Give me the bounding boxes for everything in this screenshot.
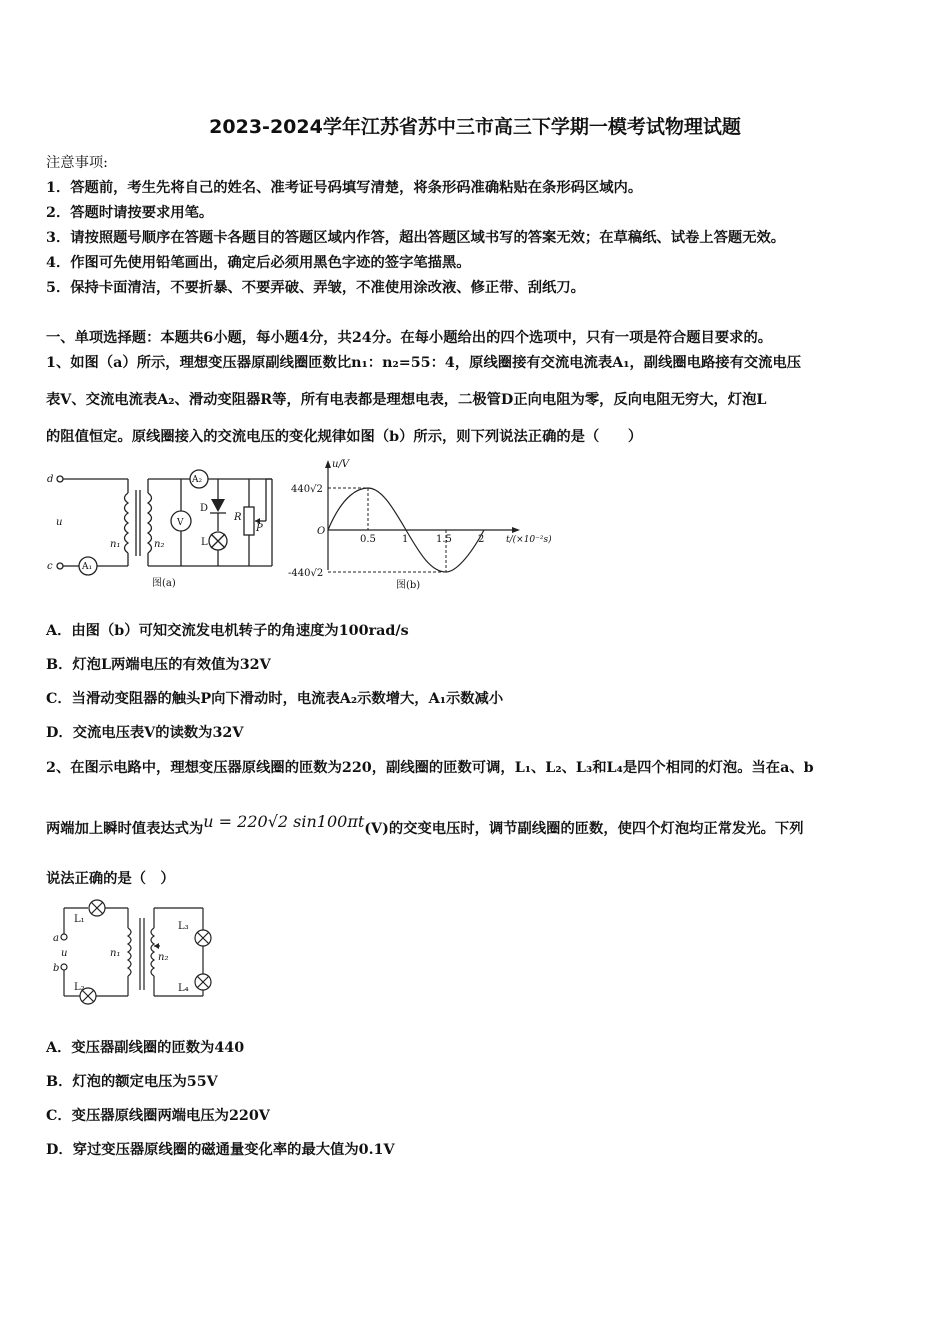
question-2-text: 2、在图示电路中，理想变压器原线圈的匝数为220，副线圈的匝数可调，L₁、L₂、L₃和L₄是四个相同的灯泡。当在a、b (46, 760, 814, 776)
q2-option-b: B．灯泡的额定电压为55V (46, 1074, 218, 1090)
ammeter-a1-label: A₁ (82, 562, 93, 572)
notice-item: 3．请按照题号顺序在答题卡各题目的答题区域内作答，超出答题区域书写的答案无效；在草稿纸、试卷上答题无效。 (46, 230, 786, 246)
q1-option-a: A．由图（b）可知交流发电机转子的角速度为100rad/s (46, 623, 409, 639)
q2-option-d: D．穿过变压器原线圈的磁通量变化率的最大值为0.1V (46, 1142, 395, 1158)
q1-option-d: D．交流电压表V的读数为32V (46, 725, 244, 741)
terminal-b-label: b (53, 963, 60, 974)
terminal-c-label: c (47, 561, 53, 572)
q1-option-b: B．灯泡L两端电压的有效值为32V (46, 657, 271, 673)
origin-label: O (317, 526, 326, 537)
notice-item: 2．答题时请按要求用笔。 (46, 205, 214, 221)
n1-label: n₁ (110, 539, 121, 550)
q2-option-a: A．变压器副线圈的匝数为440 (46, 1040, 245, 1056)
terminal-a-label: a (53, 933, 59, 944)
diode-d-label: D (200, 503, 209, 514)
figure-b-waveform (288, 458, 558, 593)
n2-label: n₂ (154, 539, 165, 550)
slider-p-label: P (256, 523, 263, 534)
y-max-label: 440√2 (291, 484, 323, 495)
n2-label: n₂ (158, 952, 169, 963)
notice-item: 5．保持卡面清洁，不要折暴、不要弄破、弄皱，不准使用涂改液、修正带、刮纸刀。 (46, 280, 585, 296)
question-2-text: 说法正确的是（ ） (46, 871, 175, 887)
question-2-text (46, 812, 804, 838)
voltage-u-label: u (56, 517, 63, 528)
section-heading: 一、单项选择题：本题共6小题，每小题4分，共24分。在每小题给出的四个选项中，只有一项是符合题目要求的。 (46, 330, 773, 346)
terminal-d-label: d (47, 474, 54, 485)
question-2-text-pre: 两端加上瞬时值表达式为 (46, 821, 204, 837)
lamp-l4-label: L₄ (178, 983, 189, 994)
figure-b-caption: 图(b) (396, 580, 421, 591)
q2-option-c: C．变压器原线圈两端电压为220V (46, 1108, 270, 1124)
figure-a-caption: 图(a) (152, 578, 176, 589)
n1-label: n₁ (110, 948, 121, 959)
lamp-l1-label: L₁ (74, 914, 85, 925)
page-title: 2023-2024学年江苏省苏中三市高三下学期一模考试物理试题 (209, 116, 741, 138)
x-tick: 2 (478, 534, 485, 545)
y-axis-label: u/V (332, 459, 350, 470)
notice-heading: 注意事项: (46, 155, 109, 171)
voltage-formula: u = 220√2 sin100πt (203, 812, 365, 831)
voltmeter-v-label: V (177, 518, 184, 528)
ammeter-a2-label: A₂ (192, 475, 203, 485)
figure-a-circuit (44, 465, 284, 590)
lamp-l3-label: L₃ (178, 921, 189, 932)
question-1-text: 1、如图（a）所示，理想变压器原副线圈匝数比n₁：n₂=55：4，原线圈接有交流电流表A₁，副线圈电路接有交流电压 (46, 355, 802, 371)
resistor-r-label: R (234, 512, 242, 523)
x-axis-label: t/(×10⁻²s) (506, 535, 552, 545)
figure-q2-circuit (50, 898, 225, 1006)
notice-item: 1．答题前，考生先将自己的姓名、准考证号码填写清楚，将条形码准确粘贴在条形码区域内。 (46, 180, 643, 196)
question-1-text: 表V、交流电流表A₂、滑动变阻器R等，所有电表都是理想电表，二极管D正向电阻为零，反向电阻无穷大，灯泡L (46, 392, 767, 408)
lamp-l2-label: L₂ (74, 982, 85, 993)
x-tick: 1.5 (436, 534, 452, 545)
x-tick: 1 (402, 534, 409, 545)
lamp-l-label: L (201, 537, 208, 548)
voltage-u-label: u (61, 948, 68, 959)
x-tick: 0.5 (360, 534, 376, 545)
notice-item: 4．作图可先使用铅笔画出，确定后必须用黑色字迹的签字笔描黑。 (46, 255, 471, 271)
q1-option-c: C．当滑动变阻器的触头P向下滑动时，电流表A₂示数增大，A₁示数减小 (46, 691, 504, 707)
question-1-text: 的阻值恒定。原线圈接入的交流电压的变化规律如图（b）所示，则下列说法正确的是（ ） (46, 429, 643, 445)
y-min-label: -440√2 (288, 568, 324, 579)
question-2-text-post: (V)的交变电压时，调节副线圈的匝数，使四个灯泡均正常发光。下列 (364, 821, 804, 837)
